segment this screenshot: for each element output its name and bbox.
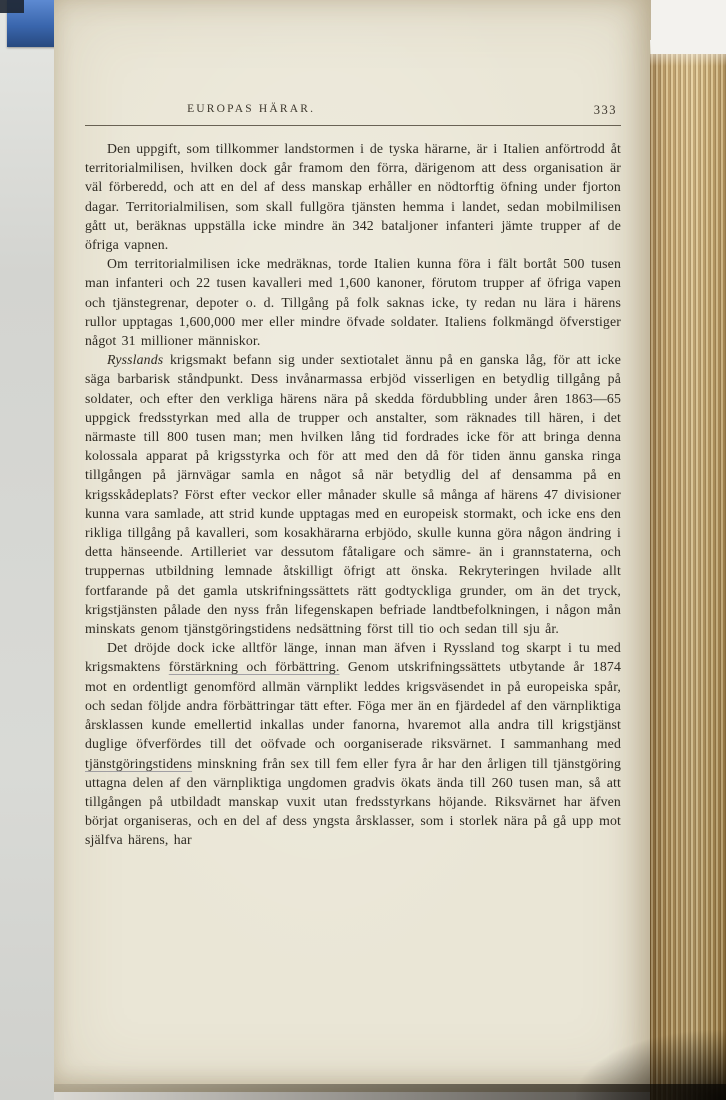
top-left-shadow	[0, 0, 24, 13]
bottom-right-shadow	[576, 1030, 726, 1100]
paragraph-text: Om territorialmilisen icke medräknas, torde Italien kunna föra i fält bortåt 500 tusen man infanteri och 22 tusen kavalleri med 1,600 kanoner, förutom trupper af öfriga vapen och tjänstegrenar, depoter o. d. Tillgång på folk saknas icke, ty redan nu lära i härens rullor upptagas 1,600,000 mer eller mindre öfvade soldater. Italiens folkmängd öfverstiger något 31 millioner människor.	[85, 256, 621, 349]
paragraph-text: krigsmakt befann sig under sextiotalet ännu på en ganska låg, för att icke säga barbarisk ståndpunkt. Dess invånarmassa erbjöd visserligen en betydlig tillgång på soldater, och efter den verkliga härens nära på skedda fördubbling under åren 1863—65 uppgick fredsstyrkan med alla de trupper och anstalter, som räknades till hären, i det närmaste till 800 tusen man; men hvilken lång tid fordrades icke för att bringa denna kolossala apparat på krigsstyrka och för att med den då för tiden ännu ganska ringa tillgången på järnvägar samla en något så när betydlig del af densamma på en krigsskådeplats? Först efter veckor eller månader skulle så många af härens 47 divisioner kunna vara samlade, att strid kunde upptagas med en europeisk stormakt, och icke ens den rikliga tillgång på kavalleri, som kosakhärarna erbjödo, skulle kunna göra någon ändring i detta hänseende. Artilleriet var dessutom fåtaligare och sämre- än i grannstaterna, och truppernas utbildning lemnade åtskilligt öfrigt att önska. Rekryteringen hvilade allt fortfarande på det gamla utskrifningssättets rätt godtyckliga grunder, om än det tryck, krigstjänsten pålade den nyss från lifegenskapen befriade landtbefolkningen, i någon mån minskats genom tjänstgöringstidens nedsättning först till tio och sedan till sju år.	[85, 352, 621, 637]
header-rule	[85, 125, 621, 126]
paragraph-text: Det dröjde dock icke alltför länge, innan man äfven i Ryssland tog skarpt i tu med krigsmaktens	[85, 640, 621, 675]
paragraph	[85, 139, 621, 254]
book-edge-pages	[650, 54, 726, 1100]
left-margin-strip	[0, 0, 54, 1100]
pencil-underline: förstärkning och förbättring.	[168, 659, 340, 675]
paragraph	[85, 350, 621, 638]
paragraph-text: Den uppgift, som tillkommer landstormen i de tyska härarne, är i Italien anförtrodd åt territorialmilisen, hvilken dock går framom den förra, därigenom att dess organisation är väl förberedd, och att en del af dess manskap erhåller en nödtorftig öfning under fjorton dagar. Territorialmilisen, som skall fullgöra tjänsten hemma i landet, sedan mobilmilisen gått ut, beräknas uppställa icke mindre än 342 bataljoner infanteri jämte trupper af de öfriga vapnen.	[85, 141, 621, 253]
page-number: 333	[593, 103, 617, 117]
page-header	[85, 103, 621, 120]
book-page	[54, 0, 651, 1092]
body-text	[85, 139, 621, 850]
pencil-underline: tjänstgöringstidens	[85, 755, 193, 771]
paragraph	[85, 254, 621, 350]
book-edge-fade	[650, 40, 726, 66]
running-title: EUROPAS HÄRAR.	[187, 103, 316, 115]
italic-lead-word: Rysslands	[107, 352, 164, 368]
paragraph	[85, 638, 621, 849]
paragraph-text: Genom utskrifningssättets utbytande år 1874 mot en ordentligt genomförd allmän värnplikt leddes krigsväsendet in på europeiska spår, och sedan följde andra förbättringar tätt efter. Föga mer än en fjärdedel af den värnpliktiga årsklassen kunde emellertid inkallas under fanorna, hvaremot alla andra till krigstjänst duglige öfverfördes till det oöfvade och oorganiserade riksvärnet. I sammanhang med	[85, 659, 621, 752]
paragraph-text: minskning från sex till fem eller fyra år har den årligen till tjänstgöring uttagna delen af den värnpliktiga ungdomen gradvis ökats ända till 260 tusen man, så att tillgången på utbildadt manskap vuxit utan fredsstyrkans höjande. Riksvärnet har äfven börjat organiseras, och en del af dess yngsta årsklasser, som i storlek nära på gå upp mot själfva härens, har	[85, 755, 621, 848]
